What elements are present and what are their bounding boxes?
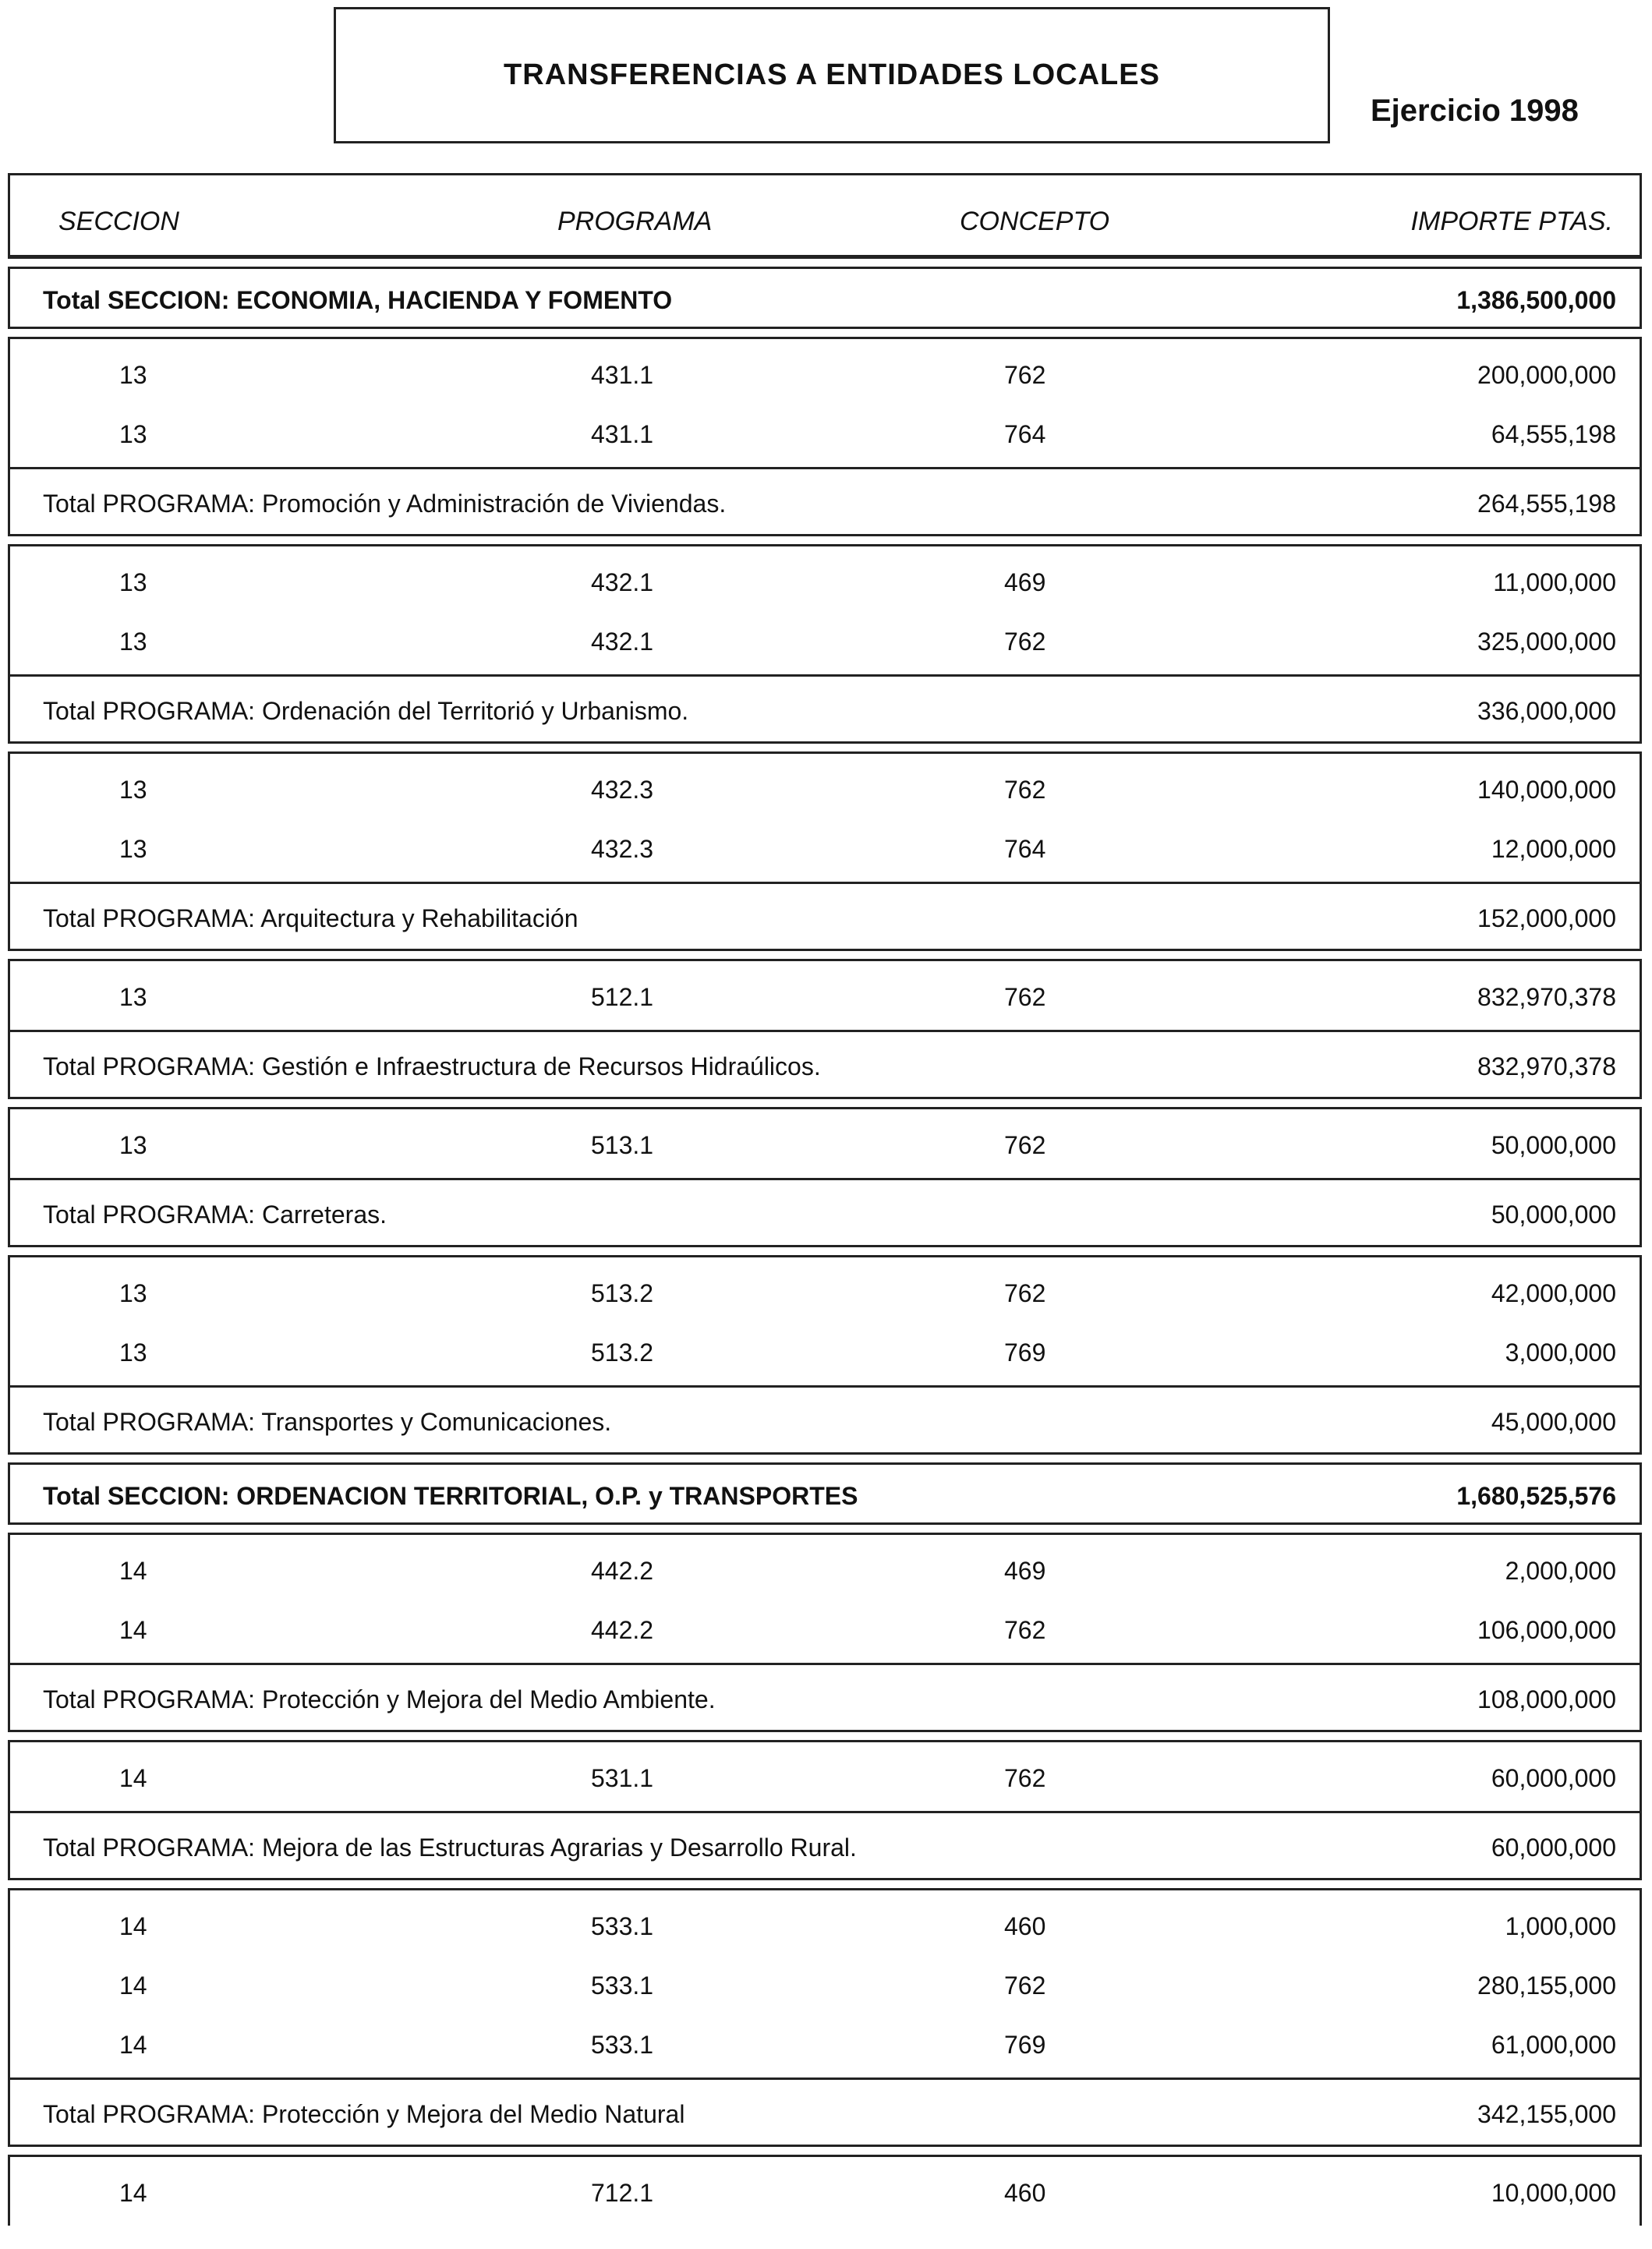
program-total-label: Total PROGRAMA: Ordenación del Territorió y Urbanismo. — [43, 697, 689, 725]
cell-importe: 42,000,000 — [1491, 1279, 1616, 1307]
cell-importe: 140,000,000 — [1477, 776, 1616, 804]
detail-rows — [10, 1257, 1640, 1385]
program-total-row — [10, 674, 1640, 741]
cell-importe: 50,000,000 — [1491, 1131, 1616, 1159]
program-total-row — [10, 1385, 1640, 1452]
detail-rows — [10, 546, 1640, 674]
cell-programa: 533.1 — [591, 1971, 654, 2000]
column-header-programa: PROGRAMA — [557, 207, 713, 236]
cell-programa: 513.2 — [591, 1279, 654, 1307]
table-row — [10, 818, 1640, 877]
cell-seccion: 13 — [119, 420, 147, 448]
cell-programa: 513.1 — [591, 1131, 654, 1159]
section-total-amount: 1,680,525,576 — [1456, 1482, 1616, 1510]
detail-rows — [10, 2157, 1640, 2226]
cell-seccion: 13 — [119, 568, 147, 596]
cell-importe: 200,000,000 — [1477, 361, 1616, 389]
cell-programa: 431.1 — [591, 420, 654, 448]
cell-programa: 442.2 — [591, 1616, 654, 1644]
cell-concepto: 762 — [1004, 983, 1046, 1011]
cell-concepto: 762 — [1004, 1279, 1046, 1307]
cell-seccion: 14 — [119, 1616, 147, 1644]
table-row — [10, 2014, 1640, 2073]
cell-concepto: 469 — [1004, 1557, 1046, 1585]
table-row — [10, 2162, 1640, 2221]
program-group — [8, 337, 1642, 536]
program-total-label: Total PROGRAMA: Transportes y Comunicaciones. — [43, 1408, 612, 1436]
section-total-label: Total SECCION: ECONOMIA, HACIENDA Y FOMENTO — [43, 286, 673, 314]
program-total-row — [10, 467, 1640, 534]
cell-programa: 432.1 — [591, 568, 654, 596]
cell-programa: 533.1 — [591, 1912, 654, 1940]
detail-rows — [10, 339, 1640, 467]
cell-seccion: 14 — [119, 2179, 147, 2207]
program-total-label: Total PROGRAMA: Protección y Mejora del Medio Natural — [43, 2100, 685, 2128]
program-total-amount: 60,000,000 — [1491, 1834, 1616, 1862]
program-total-row — [10, 882, 1640, 949]
cell-importe: 10,000,000 — [1491, 2179, 1616, 2207]
section-total-amount: 1,386,500,000 — [1456, 286, 1616, 314]
program-total-row — [10, 1811, 1640, 1878]
table-row — [10, 1747, 1640, 1806]
cell-importe: 61,000,000 — [1491, 2031, 1616, 2059]
program-total-label: Total PROGRAMA: Protección y Mejora del Medio Ambiente. — [43, 1685, 716, 1713]
cell-importe: 3,000,000 — [1505, 1338, 1616, 1367]
cell-seccion: 14 — [119, 1971, 147, 2000]
cell-importe: 12,000,000 — [1491, 835, 1616, 863]
cell-concepto: 460 — [1004, 1912, 1046, 1940]
cell-importe: 832,970,378 — [1477, 983, 1616, 1011]
cell-programa: 512.1 — [591, 983, 654, 1011]
cell-seccion: 14 — [119, 1764, 147, 1792]
program-group — [8, 959, 1642, 1099]
cell-concepto: 764 — [1004, 835, 1046, 863]
section-total-row — [8, 267, 1642, 329]
table-row — [10, 403, 1640, 462]
program-group — [8, 751, 1642, 951]
cell-programa: 432.3 — [591, 835, 654, 863]
cell-importe: 64,555,198 — [1491, 420, 1616, 448]
detail-rows — [10, 961, 1640, 1030]
cell-concepto: 769 — [1004, 2031, 1046, 2059]
detail-rows — [10, 1535, 1640, 1663]
cell-seccion: 13 — [119, 1338, 147, 1367]
detail-rows — [10, 1742, 1640, 1811]
table-row — [10, 551, 1640, 610]
cell-concepto: 762 — [1004, 1131, 1046, 1159]
table-row — [10, 1895, 1640, 1954]
cell-programa: 533.1 — [591, 2031, 654, 2059]
cell-programa: 513.2 — [591, 1338, 654, 1367]
cell-seccion: 13 — [119, 628, 147, 656]
program-total-amount: 336,000,000 — [1477, 697, 1616, 725]
program-total-row — [10, 1178, 1640, 1245]
table-row — [10, 1321, 1640, 1381]
program-group — [8, 1107, 1642, 1247]
cell-concepto: 762 — [1004, 1764, 1046, 1792]
column-header-row — [8, 173, 1642, 259]
program-group — [8, 544, 1642, 744]
table-row — [10, 1262, 1640, 1321]
cell-concepto: 762 — [1004, 361, 1046, 389]
cell-programa: 432.3 — [591, 776, 654, 804]
program-total-label: Total PROGRAMA: Carreteras. — [43, 1201, 387, 1229]
cell-programa: 531.1 — [591, 1764, 654, 1792]
cell-concepto: 469 — [1004, 568, 1046, 596]
table-row — [10, 1540, 1640, 1599]
cell-importe: 11,000,000 — [1493, 568, 1616, 596]
column-header-importe: IMPORTE PTAS. — [1410, 207, 1613, 236]
column-header-concepto: CONCEPTO — [960, 207, 1110, 236]
table-row — [10, 344, 1640, 403]
program-group — [8, 1888, 1642, 2147]
cell-concepto: 762 — [1004, 1616, 1046, 1644]
cell-seccion: 13 — [119, 776, 147, 804]
program-total-row — [10, 1663, 1640, 1730]
table-row — [10, 966, 1640, 1025]
transfers-table — [8, 173, 1642, 2226]
program-total-amount: 264,555,198 — [1477, 490, 1616, 518]
document-title-box — [334, 7, 1330, 143]
cell-seccion: 13 — [119, 983, 147, 1011]
cell-importe: 325,000,000 — [1477, 628, 1616, 656]
cell-concepto: 769 — [1004, 1338, 1046, 1367]
cell-concepto: 762 — [1004, 776, 1046, 804]
program-total-amount: 45,000,000 — [1491, 1408, 1616, 1436]
program-total-amount: 342,155,000 — [1477, 2100, 1616, 2128]
table-row — [10, 1954, 1640, 2014]
table-row — [10, 1114, 1640, 1173]
cell-seccion: 13 — [119, 1131, 147, 1159]
cell-programa: 712.1 — [591, 2179, 654, 2207]
table-row — [10, 610, 1640, 670]
cell-importe: 280,155,000 — [1477, 1971, 1616, 2000]
cell-seccion: 13 — [119, 361, 147, 389]
program-group — [8, 1740, 1642, 1880]
cell-programa: 442.2 — [591, 1557, 654, 1585]
program-total-amount: 152,000,000 — [1477, 904, 1616, 932]
table-row — [10, 759, 1640, 818]
program-group — [8, 1533, 1642, 1732]
program-total-amount: 108,000,000 — [1477, 1685, 1616, 1713]
cell-seccion: 14 — [119, 1557, 147, 1585]
cell-concepto: 762 — [1004, 628, 1046, 656]
cell-importe: 1,000,000 — [1505, 1912, 1616, 1940]
cell-concepto: 762 — [1004, 1971, 1046, 2000]
cell-concepto: 764 — [1004, 420, 1046, 448]
cell-seccion: 13 — [119, 1279, 147, 1307]
program-total-row — [10, 2077, 1640, 2145]
program-total-label: Total PROGRAMA: Arquitectura y Rehabilitación — [43, 904, 578, 932]
cell-seccion: 14 — [119, 2031, 147, 2059]
section-total-row — [8, 1462, 1642, 1525]
section-total-label: Total SECCION: ORDENACION TERRITORIAL, O.P. y TRANSPORTES — [43, 1482, 858, 1510]
program-total-label: Total PROGRAMA: Mejora de las Estructuras Agrarias y Desarrollo Rural. — [43, 1834, 857, 1862]
program-total-amount: 832,970,378 — [1477, 1052, 1616, 1080]
program-group — [8, 2155, 1642, 2226]
cell-programa: 431.1 — [591, 361, 654, 389]
program-total-label: Total PROGRAMA: Gestión e Infraestructura de Recursos Hidraúlicos. — [43, 1052, 821, 1080]
cell-importe: 106,000,000 — [1477, 1616, 1616, 1644]
cell-concepto: 460 — [1004, 2179, 1046, 2207]
cell-seccion: 13 — [119, 835, 147, 863]
program-total-amount: 50,000,000 — [1491, 1201, 1616, 1229]
cell-importe: 60,000,000 — [1491, 1764, 1616, 1792]
cell-seccion: 14 — [119, 1912, 147, 1940]
table-row — [10, 1599, 1640, 1658]
program-total-row — [10, 1030, 1640, 1097]
detail-rows — [10, 1890, 1640, 2077]
cell-importe: 2,000,000 — [1505, 1557, 1616, 1585]
fiscal-year: Ejercicio 1998 — [1371, 94, 1579, 128]
cell-programa: 432.1 — [591, 628, 654, 656]
document-title: TRANSFERENCIAS A ENTIDADES LOCALES — [504, 58, 1160, 91]
detail-rows — [10, 754, 1640, 882]
program-group — [8, 1255, 1642, 1455]
column-header-seccion: SECCION — [58, 207, 179, 236]
detail-rows — [10, 1109, 1640, 1178]
program-total-label: Total PROGRAMA: Promoción y Administración de Viviendas. — [43, 490, 727, 518]
